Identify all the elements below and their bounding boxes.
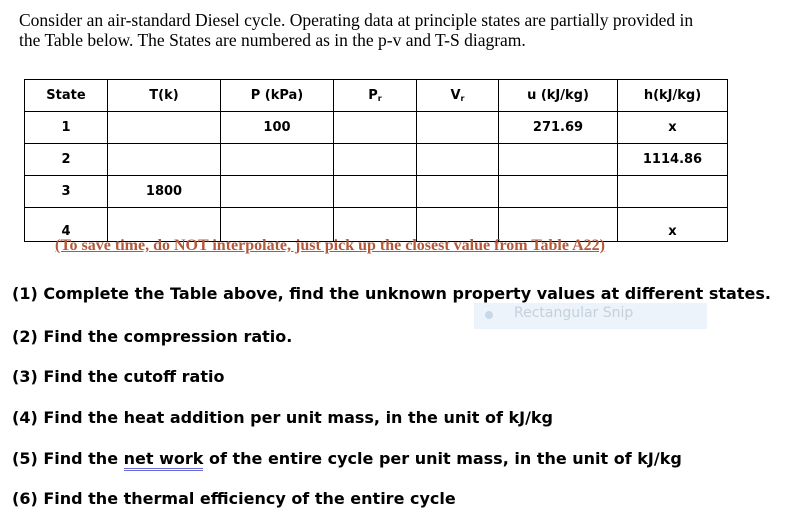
- net-work-link[interactable]: net work: [124, 449, 204, 471]
- question-4: (4) Find the heat addition per unit mass, in the unit of kJ/kg: [12, 408, 554, 427]
- table-cell: [618, 176, 728, 208]
- header-relative-pressure: $P_r$: [334, 80, 417, 112]
- question-3: (3) Find the cutoff ratio: [12, 367, 225, 386]
- interpolation-note: (To save time, do NOT interpolate, just pick up the closest value from Table A22): [55, 237, 605, 254]
- table-cell: [334, 112, 417, 144]
- question-2: (2) Find the compression ratio.: [12, 327, 293, 346]
- table-cell: [108, 112, 221, 144]
- table-cell: [499, 176, 618, 208]
- header-pressure: P (kPa): [221, 80, 334, 112]
- table-cell: 1800: [108, 176, 221, 208]
- table-cell: [499, 144, 618, 176]
- intro-line-2: the Table below. The States are numbered as in the p-v and T-S diagram.: [19, 30, 526, 50]
- header-temperature: T(k): [108, 80, 221, 112]
- intro-line-1: Consider an air-standard Diesel cycle. Operating data at principle states are partially provided in: [19, 10, 694, 30]
- problem-intro: [19, 10, 779, 50]
- table-row: [25, 144, 728, 176]
- table-cell: x: [618, 112, 728, 144]
- snip-dot-icon: [485, 311, 493, 319]
- table-cell: [417, 144, 499, 176]
- table-cell: [334, 176, 417, 208]
- table-cell: [108, 144, 221, 176]
- table-cell: [417, 176, 499, 208]
- question-5-suffix: of the entire cycle per unit mass, in the unit of kJ/kg: [203, 449, 682, 468]
- table-header-row: [25, 80, 728, 112]
- table-row: [25, 176, 728, 208]
- question-5: [12, 449, 682, 468]
- header-internal-energy: u (kJ/kg): [499, 80, 618, 112]
- table-cell: 3: [25, 176, 108, 208]
- table-cell: 4: [25, 208, 108, 242]
- snip-overlay-label: Rectangular Snip: [514, 305, 634, 321]
- table-cell: [417, 112, 499, 144]
- header-state: State: [25, 80, 108, 112]
- header-enthalpy: h(kJ/kg): [618, 80, 728, 112]
- table-cell: x: [618, 208, 728, 242]
- table-row: [25, 112, 728, 144]
- table-cell: [221, 144, 334, 176]
- table-cell: 1114.86: [618, 144, 728, 176]
- table-cell: [334, 144, 417, 176]
- question-6: (6) Find the thermal efficiency of the entire cycle: [12, 489, 456, 508]
- table-cell: 1: [25, 112, 108, 144]
- table-cell: 2: [25, 144, 108, 176]
- header-relative-volume: $V_r$: [417, 80, 499, 112]
- table-cell: 100: [221, 112, 334, 144]
- question-5-prefix: (5) Find the: [12, 449, 124, 468]
- question-1: (1) Complete the Table above, find the unknown property values at different states.: [12, 284, 771, 303]
- table-cell: [221, 176, 334, 208]
- snip-overlay: [474, 303, 707, 329]
- table-cell: 271.69: [499, 112, 618, 144]
- state-property-table: [24, 79, 728, 242]
